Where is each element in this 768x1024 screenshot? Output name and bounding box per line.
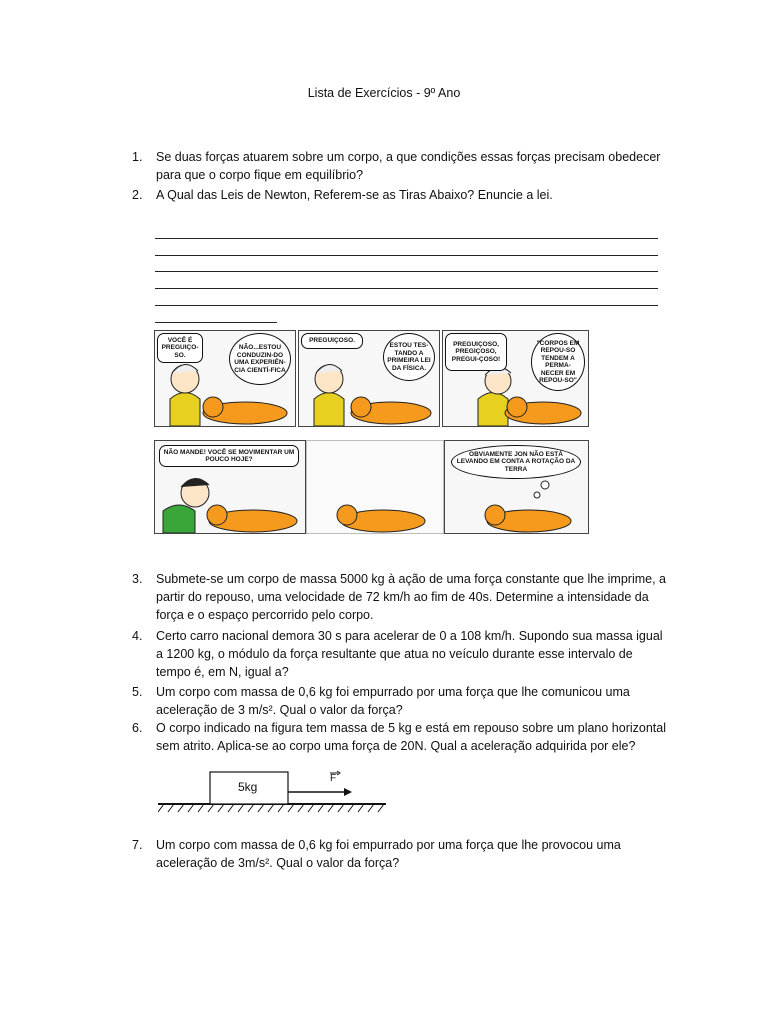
comic-panel-1 bbox=[154, 330, 296, 427]
answer-line[interactable] bbox=[155, 289, 658, 306]
thought-bubble: OBVIAMENTE JON NÃO ESTÁ LEVANDO EM CONTA A ROTAÇÃO DA TERRA bbox=[451, 445, 581, 479]
thought-bubble: ESTOU TES-TANDO A PRIMEIRA LEI DA FÍSICA. bbox=[383, 333, 435, 381]
force-label: F bbox=[330, 773, 337, 784]
comic-panel-4 bbox=[154, 440, 306, 534]
question-text: Submete-se um corpo de massa 5000 kg à ação de uma força constante que lhe imprime, a partir do repouso, uma velocidade de 72 km/h ao fim de 40s. Determine a intensidade da força e o espaço percorrido pelo corpo. bbox=[156, 572, 667, 622]
question-number: 7. bbox=[132, 838, 143, 852]
answer-line[interactable] bbox=[155, 272, 658, 289]
question-number: 3. bbox=[132, 572, 143, 586]
thought-bubble: NÃO...ESTOU CONDUZIN-DO UMA EXPERIÊN-CIA CIENTÍ-FICA bbox=[229, 333, 291, 385]
mass-label: 5kg bbox=[238, 780, 258, 794]
question-text: Um corpo com massa de 0,6 kg foi empurrado por uma força que lhe provocou uma aceleração de 3m/s². Qual o valor da força? bbox=[156, 838, 621, 870]
block-on-plane-diagram bbox=[158, 768, 386, 814]
speech-bubble: NÃO MANDE! VOCÊ SE MOVIMENTAR UM POUCO HOJE? bbox=[159, 445, 299, 467]
speech-bubble: PREGUIÇOSO, PREGIÇOSO, PREGUI-ÇOSO! bbox=[445, 333, 507, 371]
comic-panel-5 bbox=[306, 440, 444, 534]
question-number: 1. bbox=[132, 150, 143, 164]
question-text: Certo carro nacional demora 30 s para acelerar de 0 a 108 km/h. Supondo sua massa igual a 1200 kg, o módulo da força resultante que atua no veículo durante esse intervalo de tempo é, em N, igual a? bbox=[156, 629, 663, 679]
question-number: 2. bbox=[132, 188, 143, 202]
comic-panel-3 bbox=[442, 330, 589, 427]
comic-panel-6 bbox=[444, 440, 589, 534]
question-text: O corpo indicado na figura tem massa de 5 kg e está em repouso sobre um plano horizontal sem atrito. Aplica-se ao corpo uma força de 20N. Qual a aceleração adquirida por ele? bbox=[156, 721, 667, 753]
question-text: A Qual das Leis de Newton, Referem-se as Tiras Abaixo? Enuncie a lei. bbox=[156, 188, 553, 202]
question-number: 6. bbox=[132, 721, 143, 735]
answer-line[interactable] bbox=[155, 256, 658, 273]
block-force-figure bbox=[158, 768, 386, 814]
question-number: 4. bbox=[132, 629, 143, 643]
question-text: Se duas forças atuarem sobre um corpo, a que condições essas forças precisam obedecer para que o corpo fique em equilíbrio? bbox=[156, 150, 661, 182]
speech-bubble: PREGUIÇOSO. bbox=[301, 333, 363, 349]
comic-panel-2 bbox=[298, 330, 440, 427]
question-text: Um corpo com massa de 0,6 kg foi empurrado por uma força que lhe comunicou uma aceleração de 3 m/s². Qual o valor da força? bbox=[156, 685, 630, 717]
speech-bubble: VOCÊ É PREGUIÇO-SO. bbox=[157, 333, 203, 363]
answer-lines[interactable] bbox=[155, 222, 658, 323]
page-title: Lista de Exercícios - 9º Ano bbox=[307, 86, 461, 100]
garfield-illustration bbox=[307, 441, 443, 533]
answer-line[interactable] bbox=[155, 222, 658, 239]
answer-line[interactable] bbox=[155, 306, 277, 323]
thought-bubble: "CORPOS EM REPOU-SO TENDEM A PERMA-NECER EM REPOU-SO" bbox=[531, 333, 585, 391]
question-number: 5. bbox=[132, 685, 143, 699]
answer-line[interactable] bbox=[155, 239, 658, 256]
